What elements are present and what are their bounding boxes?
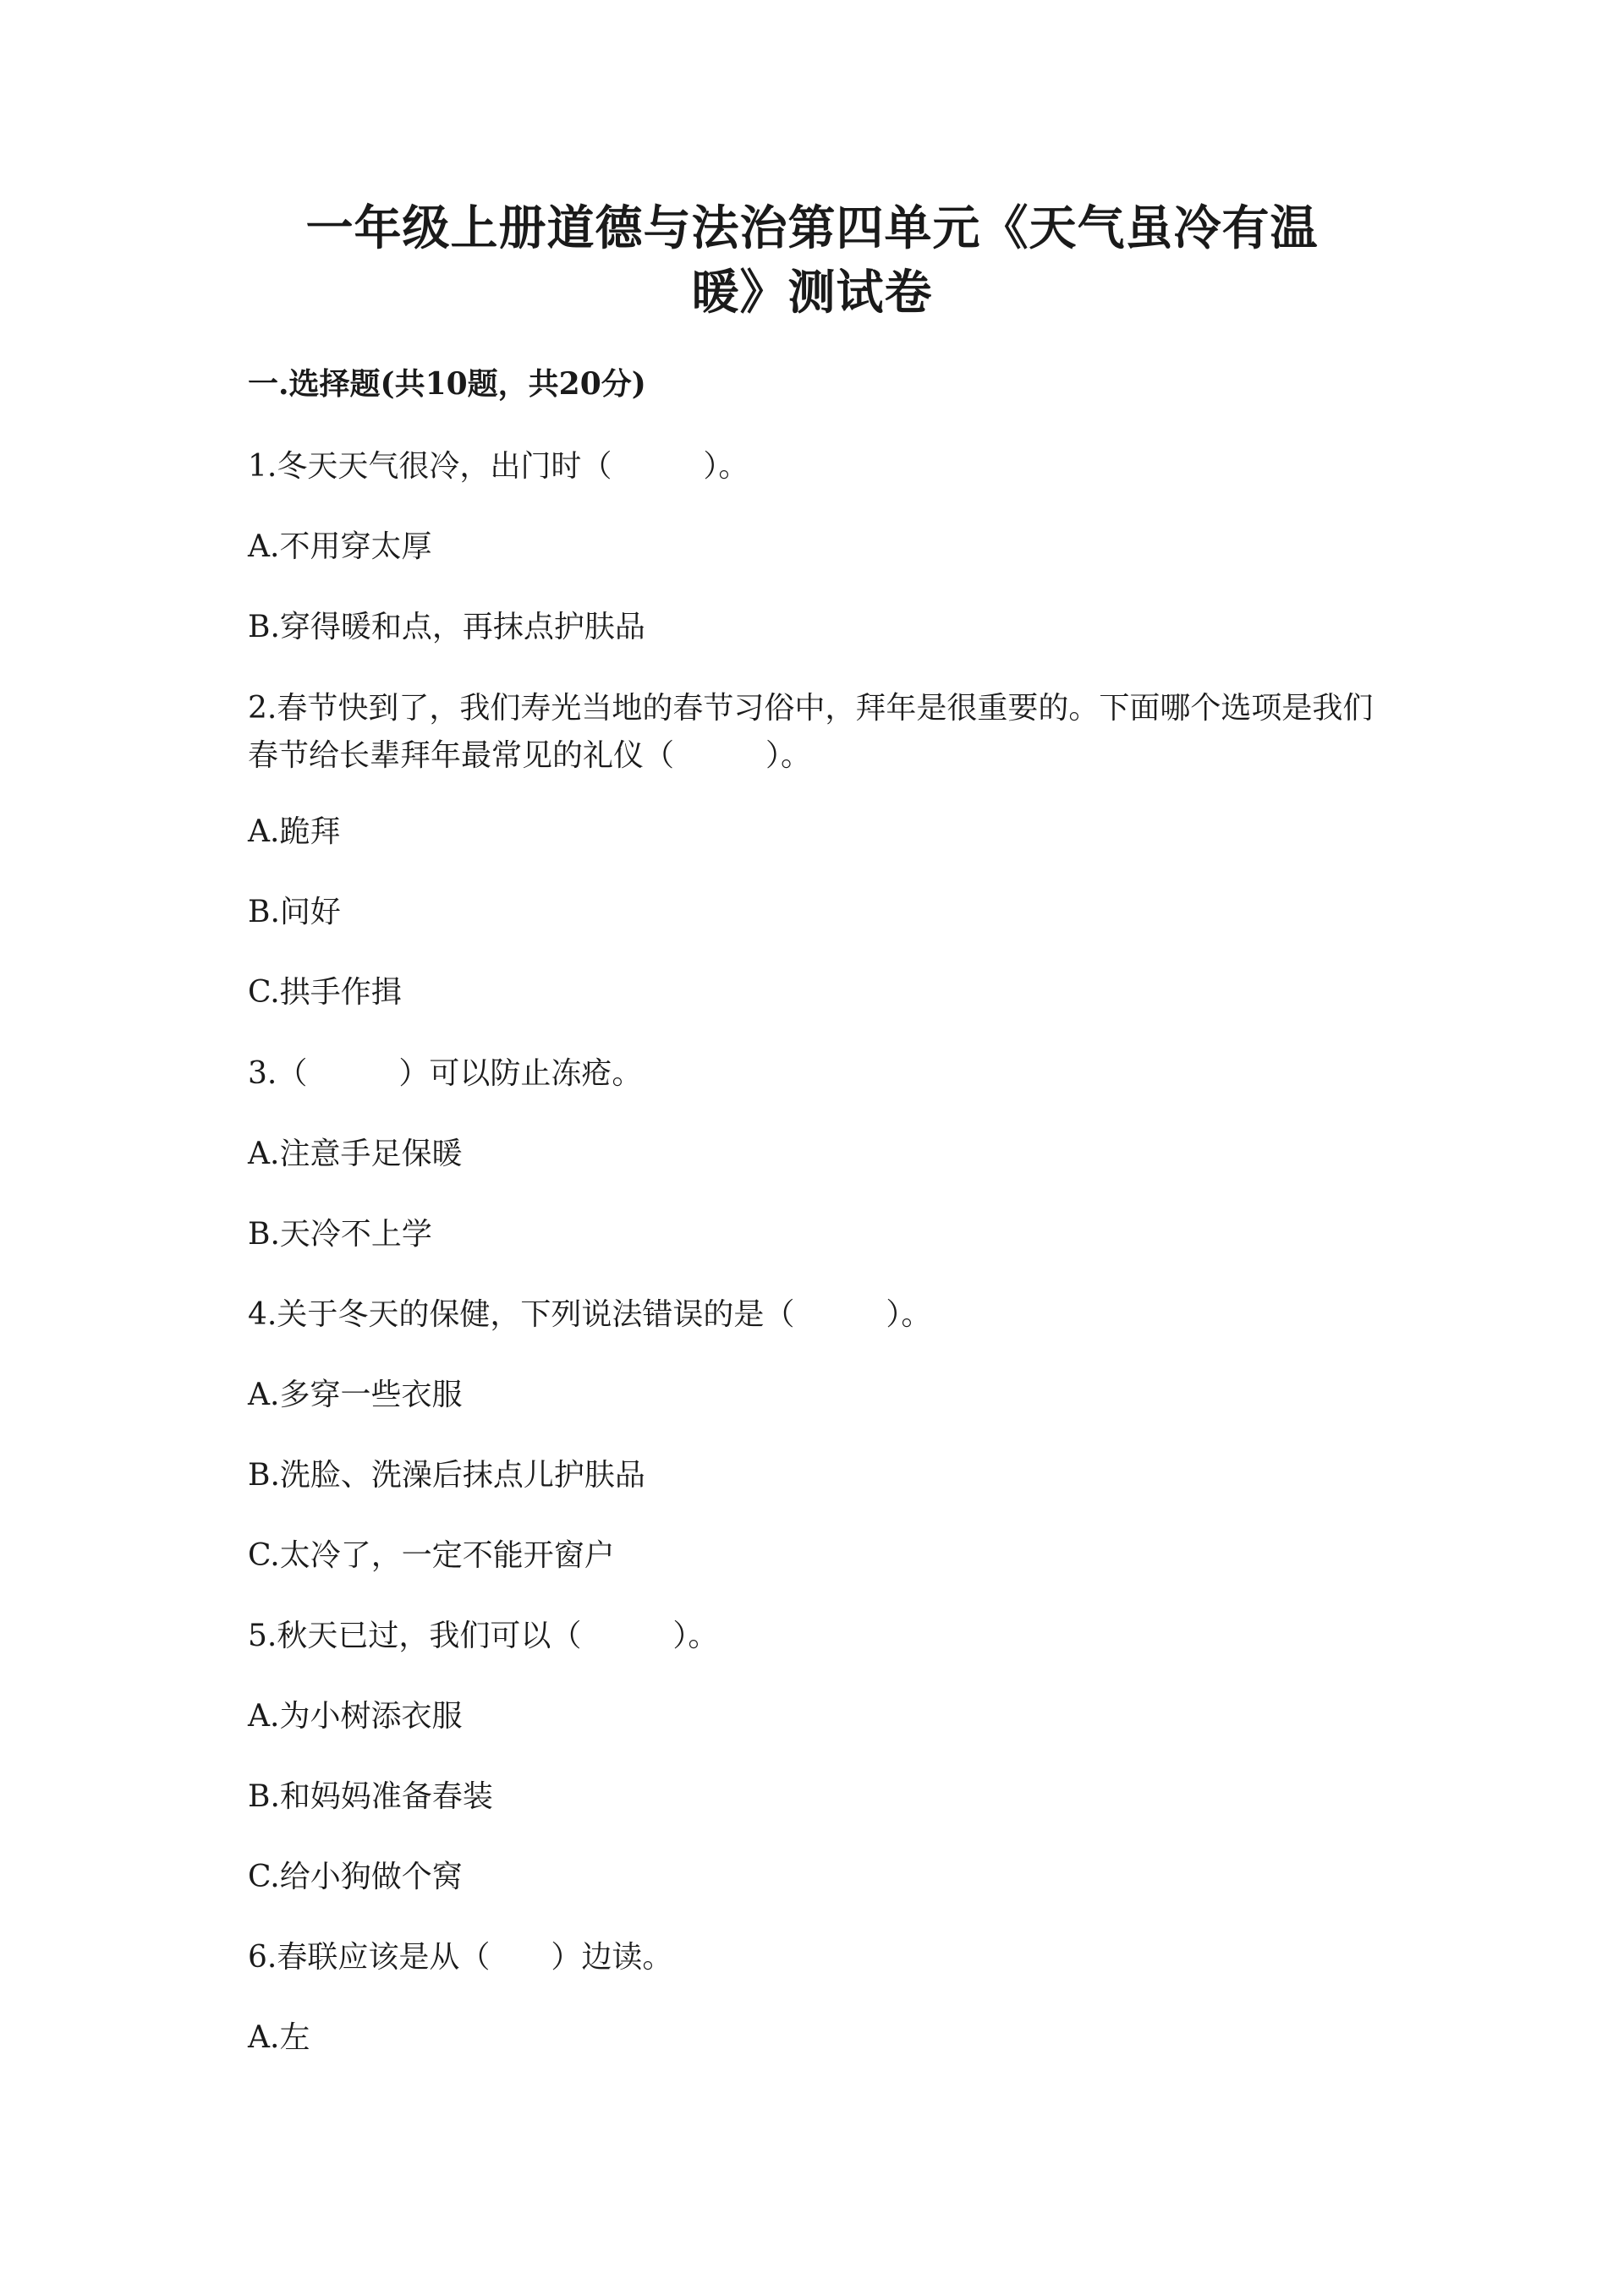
page-title: 一年级上册道德与法治第四单元《天气虽冷有温暖》测试卷 [305,200,1319,321]
question-stem: 1.冬天天气很冷，出门时（ ）。 [248,449,749,484]
answer-option: B.天冷不上学 [248,1217,432,1252]
question-stem: 3.（ ）可以防止冻疮。 [248,1056,643,1091]
answer-option: A.注意手足保暖 [248,1137,463,1171]
answer-option: A.多穿一些衣服 [248,1378,463,1412]
question-stem: 4.关于冬天的保健，下列说法错误的是（ ）。 [248,1297,932,1332]
section-heading: 一.选择题(共10题，共20分) [248,366,646,402]
answer-option: B.问好 [248,895,341,929]
answer-option: C.给小狗做个窝 [248,1860,463,1894]
answer-option: A.为小树添衣服 [248,1699,463,1734]
answer-option: A.左 [248,2020,310,2055]
answer-option: B.穿得暖和点，再抹点护肤品 [248,610,645,644]
answer-option: B.和妈妈准备春装 [248,1779,493,1814]
answer-option: A.不用穿太厚 [248,529,432,564]
question-stem: 6.春联应该是从（ ）边读。 [248,1940,673,1975]
answer-option: B.洗脸、洗澡后抹点儿护肤品 [248,1458,645,1493]
answer-option: C.太冷了，一定不能开窗户 [248,1538,615,1573]
answer-option: A.跪拜 [248,814,341,849]
answer-option: C.拱手作揖 [248,975,402,1010]
question-stem: 2.春节快到了，我们寿光当地的春节习俗中，拜年是很重要的。下面哪个选项是我们春节给长辈拜年最常见的礼仪（ ）。 [248,691,1374,773]
question-stem: 5.秋天已过，我们可以（ ）。 [248,1619,719,1653]
